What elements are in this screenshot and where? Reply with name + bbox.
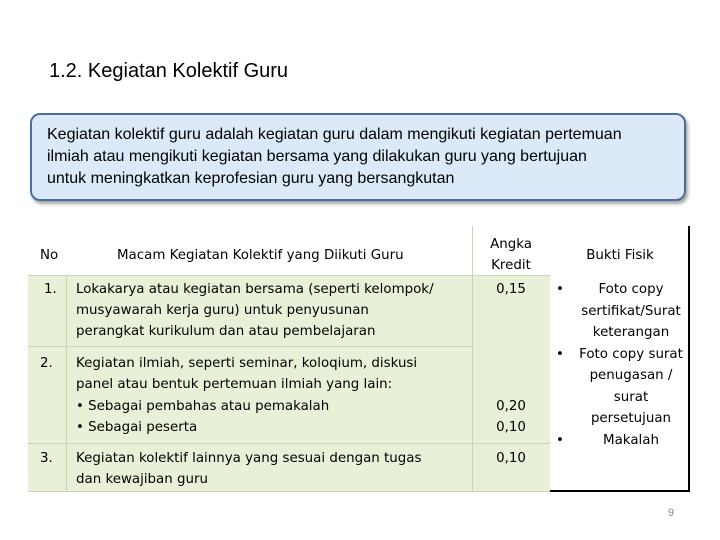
bukti-item-2-line-3: surat bbox=[613, 389, 649, 405]
bukti-item-2-line-4: persetujuan bbox=[590, 411, 672, 426]
row-1-kredit: 0,15 bbox=[496, 282, 526, 297]
bukti-item-2 bbox=[556, 344, 690, 430]
row-1-line-1: Lokakarya atau kegiatan bersama (seperti kelompok/ bbox=[76, 282, 434, 297]
row-1-no: 1. bbox=[44, 282, 57, 297]
header-angka-kredit-1: Angka bbox=[490, 237, 532, 252]
row-1-line-3: perangkat kurikulum dan atau pembelajaran bbox=[76, 324, 376, 339]
bullet-icon: • bbox=[556, 346, 564, 362]
bukti-item-1-line-2: sertifikat/Surat bbox=[581, 303, 681, 319]
bukti-item-2-line-2: penugasan / bbox=[589, 368, 673, 383]
header-no: No bbox=[40, 248, 59, 263]
row-3-kredit: 0,10 bbox=[496, 451, 526, 466]
row-2-line-1: Kegiatan ilmiah, seperti seminar, koloqium, diskusi bbox=[76, 356, 418, 371]
definition-line-1: Kegiatan kolektif guru adalah kegiatan guru dalam mengikuti kegiatan pertemuan bbox=[47, 126, 622, 143]
row-2-line-4: • Sebagai peserta bbox=[76, 420, 198, 435]
definition-text bbox=[47, 124, 707, 190]
row-2-kredit-2: 0,10 bbox=[496, 420, 526, 435]
definition-line-3: untuk meningkatkan keprofesian guru yang bersangkutan bbox=[47, 170, 455, 187]
row-2-line-2: panel atau bentuk pertemuan ilmiah yang lain: bbox=[76, 377, 393, 392]
bukti-item-3 bbox=[556, 430, 690, 452]
row-2-no: 2. bbox=[40, 356, 53, 371]
bullet-icon: • bbox=[556, 282, 564, 297]
bukti-item-1-line-3: keterangan bbox=[592, 325, 670, 340]
row-2-kredit-1: 0,20 bbox=[496, 399, 526, 414]
page-number: 9 bbox=[668, 507, 675, 519]
row-3-no: 3. bbox=[40, 451, 53, 466]
bukti-item-1 bbox=[556, 279, 690, 344]
row-3-line-1: Kegiatan kolektif lainnya yang sesuai dengan tugas bbox=[76, 451, 422, 466]
row-divider bbox=[28, 346, 472, 347]
row-1-line-2: musyawarah kerja guru) untuk penyusunan bbox=[76, 303, 369, 318]
row-3-line-2: dan kewajiban guru bbox=[76, 472, 208, 487]
header-bukti-fisik: Bukti Fisik bbox=[586, 248, 654, 263]
bullet-icon: • bbox=[556, 432, 564, 448]
column-divider bbox=[66, 275, 67, 492]
header-macam-kegiatan: Macam Kegiatan Kolektif yang Diikuti Guru bbox=[117, 248, 404, 263]
bukti-item-1-line-1: Foto copy bbox=[598, 282, 664, 297]
bukti-item-3-line-1: Makalah bbox=[603, 432, 659, 448]
bukti-item-2-line-1: Foto copy surat bbox=[579, 346, 683, 362]
row-2-line-3: • Sebagai pembahas atau pemakalah bbox=[76, 399, 330, 414]
definition-line-2: ilmiah atau mengikuti kegiatan bersama yang dilakukan guru yang bertujuan bbox=[47, 148, 587, 165]
bukti-fisik-list bbox=[556, 279, 690, 451]
header-angka-kredit-2: Kredit bbox=[491, 258, 531, 273]
slide-title: 1.2. Kegiatan Kolektif Guru bbox=[49, 60, 289, 82]
